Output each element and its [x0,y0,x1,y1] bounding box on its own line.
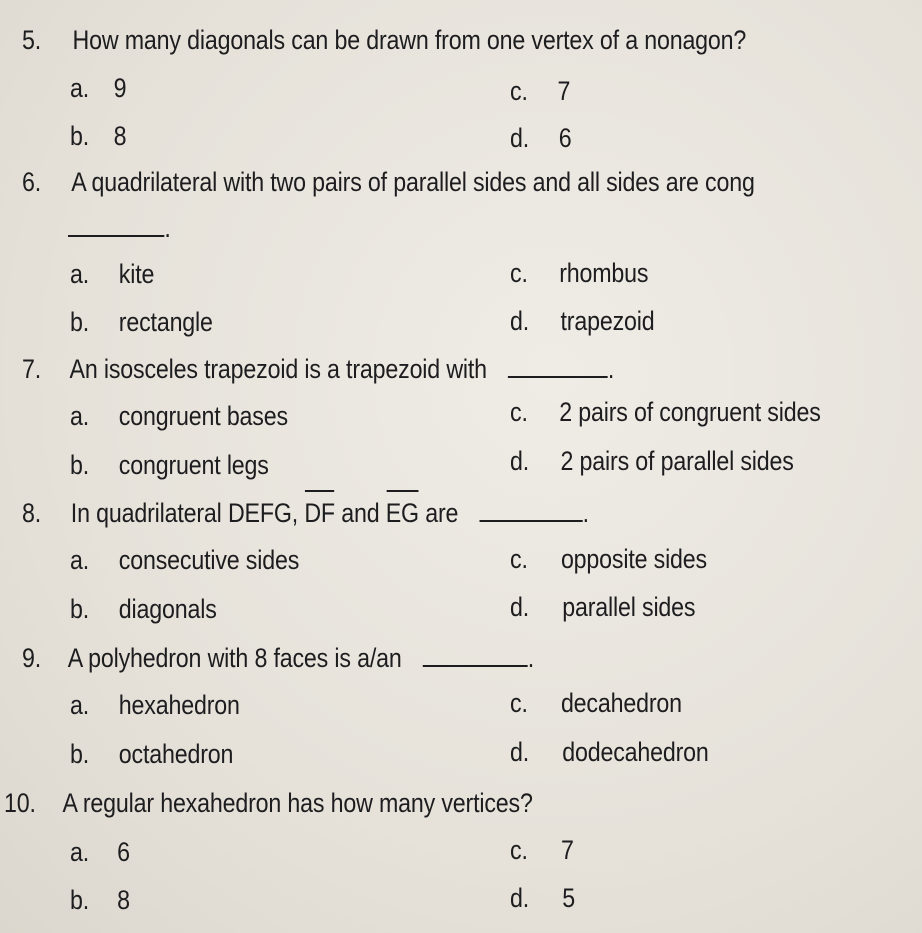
question-text: A regular hexahedron has how many vertices? [62,788,533,818]
option-9c [510,687,682,719]
option-text: 7 [560,835,574,865]
option-text: 2 pairs of congruent sides [559,397,821,427]
option-letter: a. [70,259,90,289]
option-text: dodecahedron [562,737,709,767]
question-5 [22,24,746,56]
option-text: 9 [113,73,127,103]
question-number: 7. [22,354,42,384]
question-8 [22,497,589,529]
option-6d [510,305,655,337]
option-text: 7 [557,76,571,106]
option-letter: c. [510,544,528,574]
segment-eg: EG [385,498,419,528]
option-letter: d. [510,883,530,913]
option-letter: b. [70,121,90,151]
option-letter: d. [510,446,530,476]
option-8b [70,593,217,625]
option-text: consecutive sides [118,545,300,575]
option-letter: a. [70,837,90,867]
option-letter: b. [70,450,90,480]
option-8a [70,544,299,576]
option-letter: c. [510,688,528,718]
option-5c [510,75,570,107]
option-text: congruent bases [118,401,288,431]
option-text: 6 [117,837,130,867]
option-letter: c. [510,397,528,427]
option-text: parallel sides [562,592,696,622]
option-10d [510,882,575,914]
question-9 [22,642,534,674]
option-5b [70,120,126,152]
option-text: hexahedron [118,690,240,720]
question-text-pre: In quadrilateral DEFG, [70,498,299,528]
option-10b [70,884,130,916]
option-8c [510,543,707,575]
option-text: congruent legs [118,450,269,480]
option-letter: a. [70,73,90,103]
question-suffix: . [527,643,534,673]
question-number: 10. [4,788,36,818]
option-9a [70,689,240,721]
option-text: rectangle [118,307,213,337]
option-text: diagonals [118,594,217,624]
question-text: An isosceles trapezoid is a trapezoid with [69,354,487,384]
question-10 [4,787,533,819]
answer-blank [423,643,528,667]
option-5a [70,72,126,104]
option-letter: b. [70,739,90,769]
question-6-blank-line [68,212,171,244]
option-letter: d. [510,737,530,767]
option-6b [70,306,213,338]
option-7c [510,396,821,428]
option-text: octahedron [118,739,234,769]
option-10c [510,834,574,866]
question-text: A quadrilateral with two pairs of parallel sides and all sides are cong [71,167,755,197]
question-number: 9. [22,643,42,673]
option-letter: d. [510,123,530,153]
option-letter: c. [510,835,528,865]
option-8d [510,591,695,623]
option-text: 5 [562,883,575,913]
question-number: 5. [22,25,42,55]
option-letter: a. [70,690,90,720]
option-text: trapezoid [560,306,655,336]
option-text: 8 [117,885,130,915]
option-9d [510,736,709,768]
option-text: kite [118,259,155,289]
option-text: rhombus [559,258,649,288]
option-letter: c. [510,76,528,106]
option-10a [70,836,130,868]
question-6 [22,166,755,198]
option-letter: b. [70,307,90,337]
option-6c [510,257,648,289]
question-text: A polyhedron with 8 faces is a/an [67,643,402,673]
option-text: opposite sides [560,544,707,574]
option-letter: c. [510,258,528,288]
segment-df: DF [304,498,335,528]
option-text: 6 [558,123,572,153]
option-9b [70,738,233,770]
answer-blank [68,213,164,237]
option-text: 8 [113,121,127,151]
option-letter: d. [510,592,530,622]
option-7d [510,445,794,477]
question-suffix: . [607,354,615,384]
option-letter: a. [70,401,90,431]
option-7a [70,400,288,432]
answer-blank [508,354,608,378]
question-7 [22,353,614,385]
question-number: 6. [22,167,42,197]
answer-blank [479,498,582,522]
option-text: decahedron [560,688,682,718]
option-7b [70,449,269,481]
option-text: 2 pairs of parallel sides [560,446,794,476]
question-suffix: . [582,498,589,528]
option-letter: b. [70,885,90,915]
option-6a [70,258,154,290]
question-number: 8. [22,498,42,528]
question-text-mid: and [341,498,380,528]
option-5d [510,122,572,154]
question-suffix: . [164,213,171,243]
question-text: How many diagonals can be drawn from one vertex of a nonagon? [72,25,747,55]
option-letter: a. [70,545,90,575]
option-letter: b. [70,594,90,624]
question-text-post: are [425,498,459,528]
option-letter: d. [510,306,530,336]
